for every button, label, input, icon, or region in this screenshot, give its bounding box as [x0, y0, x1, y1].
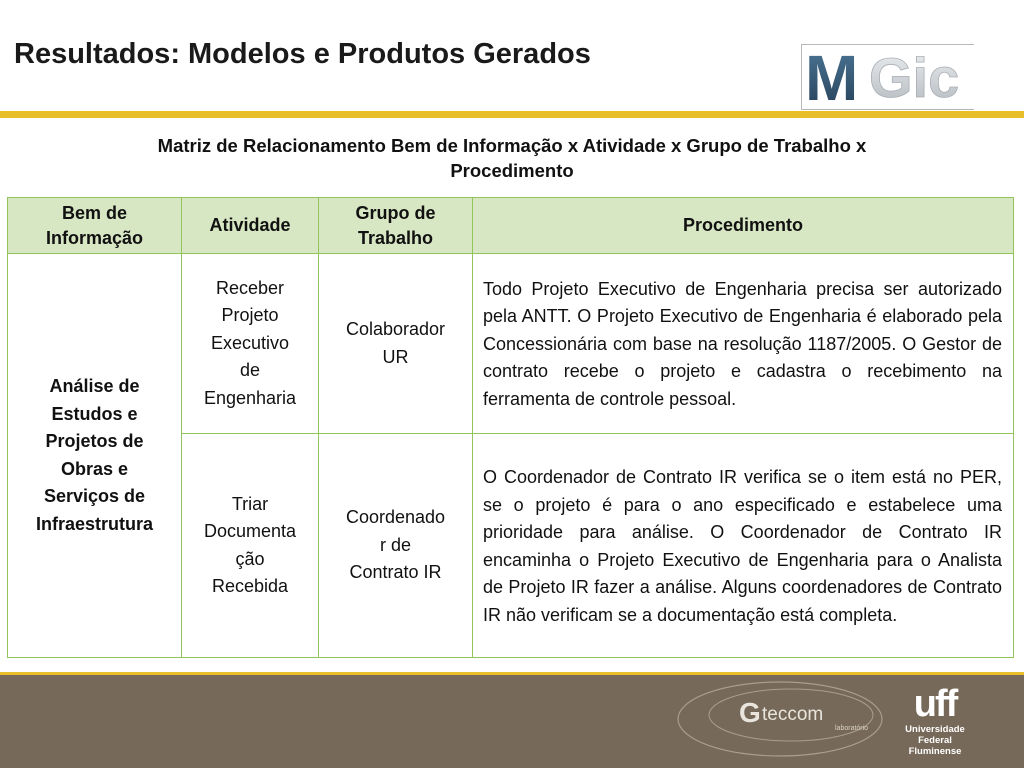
cell-bem-de-informacao	[8, 254, 182, 658]
cell-line: Obras e	[60, 458, 129, 479]
mgic-logo-graphic	[802, 45, 974, 109]
logo-letter-m: M	[805, 45, 859, 109]
cell-line: Receber	[215, 277, 285, 298]
cell-line: Projetos de	[45, 431, 144, 451]
cell-atividade	[182, 434, 319, 658]
subtitle-line: Matriz de Relacionamento Bem de Informação x Atividade x Grupo de Trabalho x	[157, 135, 867, 156]
uff-name	[889, 724, 981, 757]
cell-line: de	[239, 360, 261, 381]
slide-title: Resultados: Modelos e Produtos Gerados	[14, 38, 591, 70]
table-header-row	[8, 198, 1014, 254]
header-grupo-de-trabalho	[319, 198, 473, 254]
mgic-logo	[801, 44, 974, 110]
cell-atividade	[182, 254, 319, 434]
uff-name-line: Universidade	[905, 724, 965, 735]
uff-name-line: Fluminense	[908, 746, 962, 757]
table-row	[8, 254, 1014, 434]
cell-line: Estudos e	[51, 403, 138, 424]
cell-line: ção	[235, 548, 265, 569]
cell-line: UR	[382, 346, 409, 367]
cell-line: Serviços de	[43, 486, 146, 506]
uff-logo-graphic	[895, 684, 975, 724]
gteccom-subtitle: laboratório	[835, 725, 869, 732]
cell-procedimento: O Coordenador de Contrato IR verifica se o item está no PER, se o projeto é para o ano especificado e estabelece uma prioridade para análise. O Coordenador de Contrato IR encaminha o Projeto Executivo de Engenharia para o Analista de Projeto IR fazer a análise. Alguns coordenadores de Contrato IR não verificam se a documentação está completa.	[473, 434, 1014, 658]
cell-line: Engenharia	[203, 387, 297, 408]
cell-line: r de	[379, 534, 412, 555]
uff-logo	[895, 684, 975, 729]
gteccom-logo-graphic	[675, 678, 885, 760]
cell-line: Executivo	[210, 332, 290, 353]
cell-line: Coordenado	[345, 507, 446, 528]
header-atividade: Atividade	[182, 198, 319, 254]
gteccom-logo	[675, 678, 885, 765]
header-procedimento: Procedimento	[473, 198, 1014, 254]
header-line: Bem de	[61, 202, 128, 223]
uff-wordmark: uff	[913, 684, 957, 724]
cell-grupo-de-trabalho	[319, 254, 473, 434]
cell-line: Contrato IR	[349, 562, 442, 583]
gteccom-wordmark: teccom	[762, 704, 824, 725]
cell-line: Recebida	[211, 576, 289, 596]
relationship-matrix-table	[7, 197, 1014, 658]
uff-name-line: Federal	[918, 735, 952, 746]
header-line: Grupo de	[355, 202, 436, 223]
header-divider	[0, 111, 1024, 118]
gteccom-letter-g: G	[739, 697, 761, 728]
subtitle-line: Procedimento	[450, 160, 574, 181]
cell-line: Documenta	[203, 521, 297, 541]
cell-line: Infraestrutura	[35, 513, 154, 534]
cell-grupo-de-trabalho	[319, 434, 473, 658]
matrix-subtitle	[0, 133, 1024, 183]
cell-line: Projeto	[221, 305, 279, 326]
header-line: Trabalho	[357, 227, 433, 248]
header-line: Informação	[45, 227, 144, 248]
header-bem-de-informacao	[8, 198, 182, 254]
cell-line: Análise de	[49, 376, 140, 396]
logo-letters-gic: Gic	[869, 46, 960, 109]
cell-line: Triar	[231, 493, 269, 514]
cell-procedimento: Todo Projeto Executivo de Engenharia precisa ser autorizado pela ANTT. O Projeto Executivo de Engenharia é elaborado pela Concessionária com base na resolução 1187/2005. O Gestor de contrato recebe o projeto e cadastra o recebimento na ferramenta de controle pessoal.	[473, 254, 1014, 434]
cell-line: Colaborador	[345, 319, 446, 339]
